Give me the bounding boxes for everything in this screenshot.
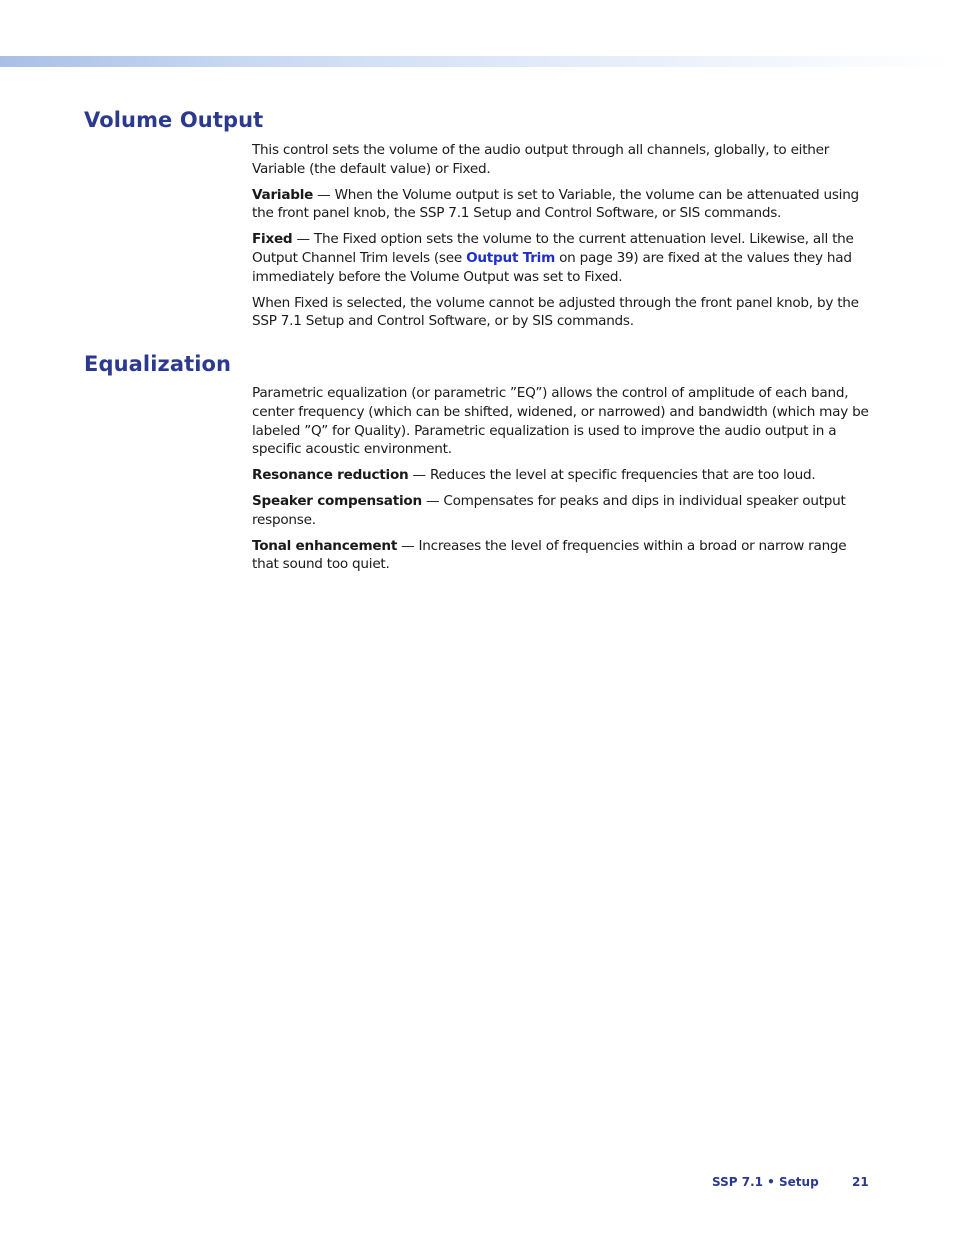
footer-page-number: 21 — [852, 1175, 869, 1189]
fixed-paragraph — [252, 230, 870, 286]
section-title-volume-output: Volume Output — [84, 108, 264, 132]
volume-output-body — [252, 141, 870, 338]
speaker-term: Speaker compensation — [252, 492, 422, 509]
footer-doc-label: SSP 7.1 • Setup — [712, 1175, 819, 1189]
speaker-description: — Compensates for peaks and dips in individual speaker output response. — [252, 492, 846, 528]
fixed-description-start: — The Fixed option sets the volume to the current attenuation level. Likewise, all the Output Channel Trim levels (see — [252, 231, 854, 266]
variable-paragraph — [252, 186, 870, 224]
resonance-term: Resonance reduction — [252, 467, 409, 484]
resonance-paragraph — [252, 466, 870, 485]
when-fixed-paragraph: When Fixed is selected, the volume cannot be adjusted through the front panel knob, by the SSP 7.1 Setup and Control Software, or by SIS commands. — [252, 294, 859, 330]
tonal-paragraph — [252, 537, 870, 575]
variable-term: Variable — [252, 186, 314, 203]
speaker-paragraph — [252, 492, 870, 530]
volume-output-intro: This control sets the volume of the audio output through all channels, globally, to either Variable (the default value) or Fixed. — [252, 142, 830, 177]
fixed-description-end: on page 39) are fixed at the values they had immediately before the Volume Output was set to Fixed. — [252, 249, 852, 285]
equalization-intro: Parametric equalization (or parametric ”EQ”) allows the control of amplitude of each band, center frequency (which can be shifted, widened, or narrowed) and bandwidth (which may be labeled ”Q” for Quality). Parametric equalization is used to improve the audio output in a specific acoustic environment. — [252, 385, 869, 458]
header-color-band — [0, 56, 954, 67]
tonal-description: — Increases the level of frequencies within a broad or narrow range that sound too quiet. — [252, 537, 847, 573]
fixed-term: Fixed — [252, 231, 293, 248]
section-title-equalization: Equalization — [84, 352, 232, 376]
equalization-body — [252, 384, 870, 581]
resonance-description: — Reduces the level at specific frequencies that are too loud. — [408, 467, 816, 484]
tonal-term: Tonal enhancement — [252, 537, 398, 554]
variable-description: — When the Volume output is set to Variable, the volume can be attenuated using the front panel knob, the SSP 7.1 Setup and Control Software, or SIS commands. — [252, 186, 859, 222]
output-trim-link[interactable]: Output Trim — [466, 249, 556, 266]
